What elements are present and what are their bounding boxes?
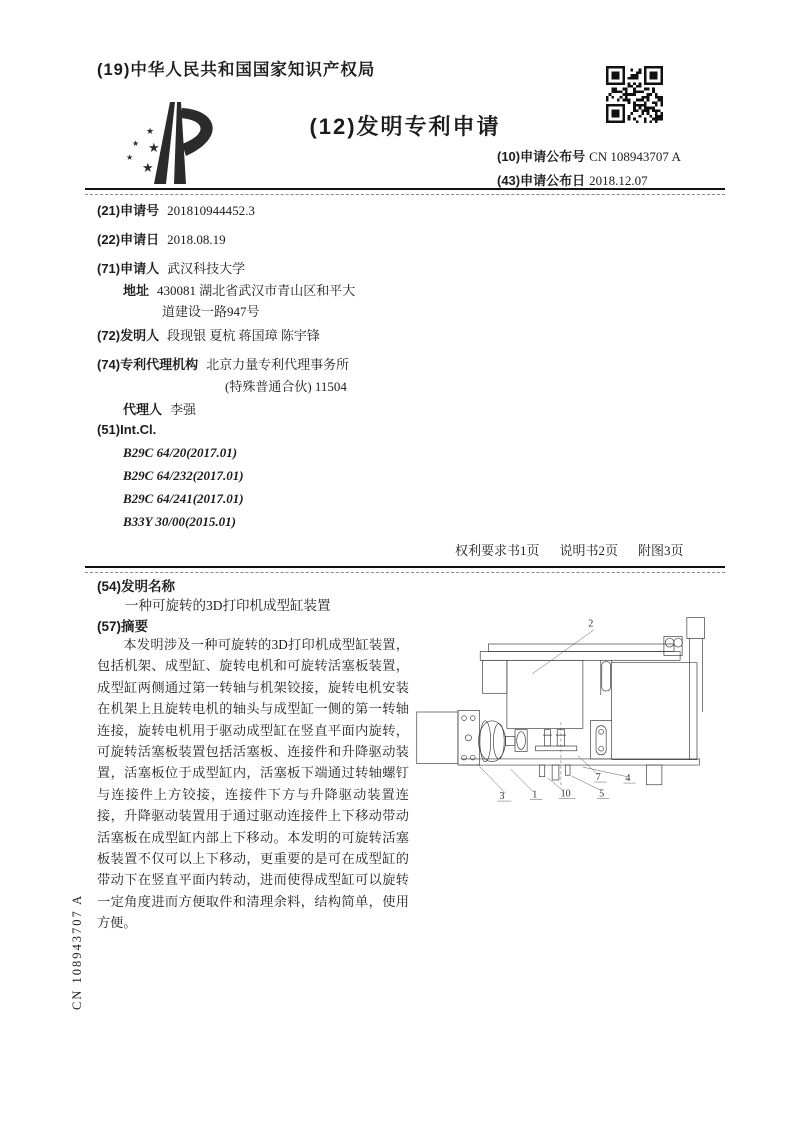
address-line1: 430081 湖北省武汉市青山区和平大	[157, 283, 356, 298]
abstract-text: 本发明涉及一种可旋转的3D打印机成型缸装置，包括机架、成型缸、旋转电机和可旋转活塞板装置，成型缸两侧通过第一转轴与机架铰接，旋转电机安装在机架上且旋转电机的轴头与成型缸一侧的第一转轴连接，旋转电机用于驱动成型缸在竖直平面内旋转，可旋转活塞板装置包括活塞板、连接件和升降驱动装置，活塞板位于成型缸内，活塞板下端通过转轴螺钉与连接件上方铰接，连接件下方与升降驱动装置连接，升降驱动装置用于通过驱动连接件上下移动带动活塞板在成型缸内部上下移动。本发明的可旋转活塞板装置不仅可以上下移动，更重要的是可在成型缸的带动下在竖直平面内转动，进而使得成型缸可以旋转一定角度进而方便取件和清理余料，结构简单，使用方便。	[97, 637, 409, 931]
intcl-item: B29C 64/241(2017.01)	[123, 491, 244, 506]
svg-text:★: ★	[142, 160, 154, 175]
application-date-label: (22)申请日	[97, 232, 160, 247]
agency-label: (74)专利代理机构	[97, 357, 199, 372]
side-publication-code: CN 108943707 A	[70, 893, 84, 1010]
description-pages: 说明书2页	[559, 543, 619, 558]
svg-text:★: ★	[132, 139, 140, 148]
intcl-item: B29C 64/20(2017.01)	[123, 445, 238, 460]
publication-number-row	[497, 146, 681, 165]
figure-label-10: 10	[560, 788, 571, 800]
agency-row	[97, 354, 349, 373]
publication-number-label: (10)申请公布号	[497, 149, 586, 164]
invention-title: 一种可旋转的3D打印机成型缸装置	[125, 598, 331, 613]
svg-text:★: ★	[146, 126, 155, 136]
document-type-title: (12)发明专利申请	[309, 114, 501, 139]
intcl-item: B33Y 30/00(2015.01)	[123, 514, 236, 529]
publication-date-row	[497, 170, 648, 189]
address-label: 地址	[123, 283, 150, 298]
figure-label-5: 5	[599, 788, 605, 800]
address-line2: 道建设一路947号	[162, 304, 260, 319]
drawings-pages: 附图3页	[638, 543, 684, 558]
abstract-section-label: (57)摘要	[97, 619, 149, 634]
inventors-label: (72)发明人	[97, 328, 160, 343]
intcl-row	[97, 422, 156, 438]
figure-label-7: 7	[595, 771, 601, 784]
agent-value: 李强	[170, 402, 197, 417]
biblio-divider-dashed	[85, 572, 725, 573]
applicant-label: (71)申请人	[97, 261, 160, 276]
intcl-item: B29C 64/232(2017.01)	[123, 468, 244, 483]
agency-value-2: (特殊普通合伙) 11504	[225, 379, 347, 394]
agency-value: 北京力量专利代理事务所	[206, 357, 350, 372]
figure-label-1: 1	[532, 789, 538, 801]
intcl-label: (51)Int.Cl.	[97, 422, 157, 437]
office-name: (19)中华人民共和国国家知识产权局	[97, 61, 376, 79]
inventors-value: 段现银 夏杭 蒋国璋 陈宇锋	[167, 328, 320, 343]
header-divider	[85, 188, 725, 190]
address-row-2	[162, 301, 260, 320]
figure-label-4: 4	[625, 772, 631, 785]
agent-label: 代理人	[123, 402, 163, 417]
publication-number-value: CN 108943707 A	[589, 149, 681, 164]
svg-text:★: ★	[126, 153, 134, 162]
applicant-row	[97, 258, 245, 277]
claims-pages: 权利要求书1页	[455, 543, 540, 558]
publication-date-value: 2018.12.07	[589, 173, 648, 188]
pages-info	[455, 540, 684, 559]
inventors-row	[97, 325, 320, 344]
application-number-row	[97, 200, 255, 219]
application-date-row	[97, 229, 226, 248]
header-divider-dashed	[85, 194, 725, 195]
biblio-divider	[85, 566, 725, 568]
figure-label-2: 2	[588, 618, 594, 630]
address-row	[123, 280, 355, 299]
svg-text:★: ★	[148, 140, 160, 155]
application-number-value: 201810944452.3	[167, 203, 255, 218]
agent-row	[123, 399, 196, 418]
agency-row-2	[225, 376, 347, 395]
publication-date-label: (43)申请公布日	[497, 173, 586, 188]
title-section-label: (54)发明名称	[97, 579, 176, 594]
application-number-label: (21)申请号	[97, 203, 160, 218]
application-date-value: 2018.08.19	[167, 232, 226, 247]
patent-figure	[410, 610, 724, 814]
figure-label-3: 3	[499, 791, 505, 803]
applicant-value: 武汉科技大学	[167, 261, 246, 276]
